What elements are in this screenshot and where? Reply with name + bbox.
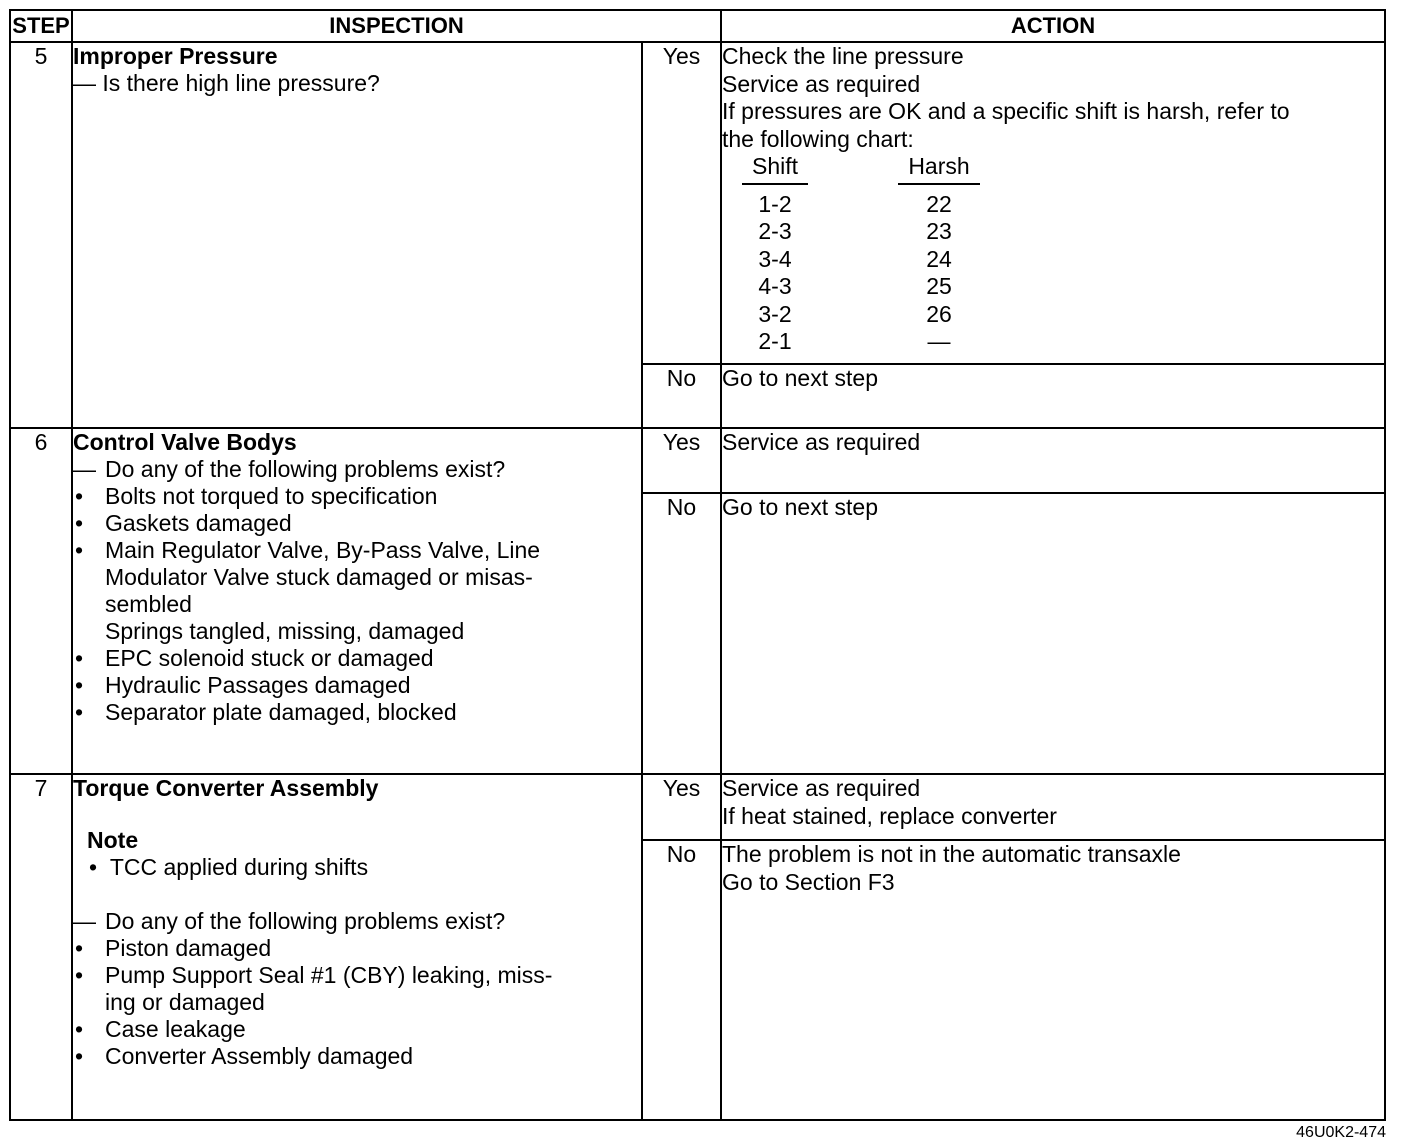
step-5-title: Improper Pressure (73, 43, 278, 69)
action-line: Service as required (722, 775, 921, 801)
step-6-inspection (72, 428, 642, 774)
action-line: Check the line pressure (722, 43, 964, 69)
list-item-continuation: sembled (105, 591, 192, 617)
action-line: Service as required (722, 429, 921, 455)
chart-shift: 3-4 (758, 245, 792, 272)
action-line: If heat stained, replace converter (722, 802, 1057, 829)
step-7-question: — Do any of the following problems exist? (73, 908, 506, 934)
step-5-no-label: No (642, 364, 721, 428)
step-7-yes-action (721, 774, 1385, 840)
chart-harsh: 26 (926, 300, 952, 327)
chart-shift: 3-2 (758, 300, 792, 327)
list-item: • Piston damaged (75, 935, 272, 961)
step-5-question: — Is there high line pressure? (73, 70, 380, 96)
step-5-yes-label: Yes (642, 42, 721, 364)
step-6-yes-label: Yes (642, 428, 721, 493)
step-5-no-action (721, 364, 1385, 428)
step-7-note-heading: Note (87, 827, 139, 853)
list-item-continuation: ing or damaged (105, 989, 265, 1015)
step-6-bullets (73, 483, 641, 564)
figure-reference: 46U0K2-474 (1296, 1124, 1386, 1141)
action-line: the following chart: (722, 125, 914, 152)
diagnosis-table (9, 9, 1386, 1121)
action-line: Go to next step (722, 494, 878, 520)
list-item-continuation: Springs tangled, missing, damaged (105, 618, 465, 644)
harsh-column-header: Harsh (898, 153, 979, 185)
chart-shift: 4-3 (758, 273, 792, 299)
chart-harsh: 25 (926, 273, 952, 299)
step-5-yes-row (10, 42, 1385, 364)
shift-harsh-chart (736, 153, 984, 356)
step-6-number: 6 (10, 428, 72, 774)
chart-shift: 2-1 (758, 328, 792, 354)
action-line: Go to next step (722, 365, 878, 391)
header-action: ACTION (721, 10, 1385, 42)
action-line: The problem is not in the automatic transaxle (722, 841, 1181, 867)
action-line: Go to Section F3 (722, 868, 895, 895)
chart-harsh: 24 (926, 245, 952, 272)
chart-shift: 2-3 (758, 218, 792, 244)
action-line: Service as required (722, 70, 921, 97)
list-item: • Main Regulator Valve, By-Pass Valve, Line (75, 537, 541, 563)
chart-harsh: 23 (926, 218, 952, 244)
chart-shift: 1-2 (758, 190, 792, 217)
list-item-continuation: Modulator Valve stuck damaged or misas- (105, 564, 533, 590)
step-6-yes-row (10, 428, 1385, 493)
header-step: STEP (10, 10, 72, 42)
step-6-question: — Do any of the following problems exist? (73, 456, 506, 482)
step-7-yes-label: Yes (642, 774, 721, 840)
list-item: • Separator plate damaged, blocked (75, 699, 457, 725)
list-item: • Pump Support Seal #1 (CBY) leaking, miss- (75, 962, 553, 988)
step-6-title: Control Valve Bodys (73, 429, 297, 455)
chart-row (736, 246, 984, 274)
list-item: • Gaskets damaged (75, 510, 292, 536)
step-7-title: Torque Converter Assembly (73, 775, 379, 801)
step-6-bullets-cont (73, 645, 641, 726)
chart-harsh: — (927, 328, 951, 354)
list-item: • Converter Assembly damaged (75, 1043, 414, 1069)
step-6-no-label: No (642, 493, 721, 774)
chart-row (736, 328, 984, 356)
chart-row (736, 218, 984, 246)
step-7-number: 7 (10, 774, 72, 1120)
header-inspection: INSPECTION (72, 10, 721, 42)
list-item: • Case leakage (75, 1016, 246, 1042)
list-item: • Bolts not torqued to specification (75, 483, 438, 509)
header-row (10, 10, 1385, 42)
action-line: If pressures are OK and a specific shift is harsh, refer to (722, 98, 1290, 124)
step-7-note-item: • TCC applied during shifts (89, 854, 369, 880)
step-7-bullets (73, 935, 641, 989)
chart-row (736, 191, 984, 219)
step-5-yes-action (721, 42, 1385, 364)
shift-column-header: Shift (742, 153, 808, 185)
chart-row (736, 301, 984, 329)
step-7-no-action (721, 840, 1385, 1120)
step-6-no-action (721, 493, 1385, 774)
step-7-yes-row (10, 774, 1385, 840)
chart-row (736, 273, 984, 301)
step-7-bullets-cont (73, 1016, 641, 1070)
chart-harsh: 22 (926, 190, 952, 217)
step-5-number: 5 (10, 42, 72, 428)
step-5-inspection (72, 42, 642, 428)
step-7-no-label: No (642, 840, 721, 1120)
step-6-yes-action (721, 428, 1385, 493)
list-item: • Hydraulic Passages damaged (75, 672, 411, 698)
step-7-inspection (72, 774, 642, 1120)
list-item: • EPC solenoid stuck or damaged (75, 645, 434, 671)
